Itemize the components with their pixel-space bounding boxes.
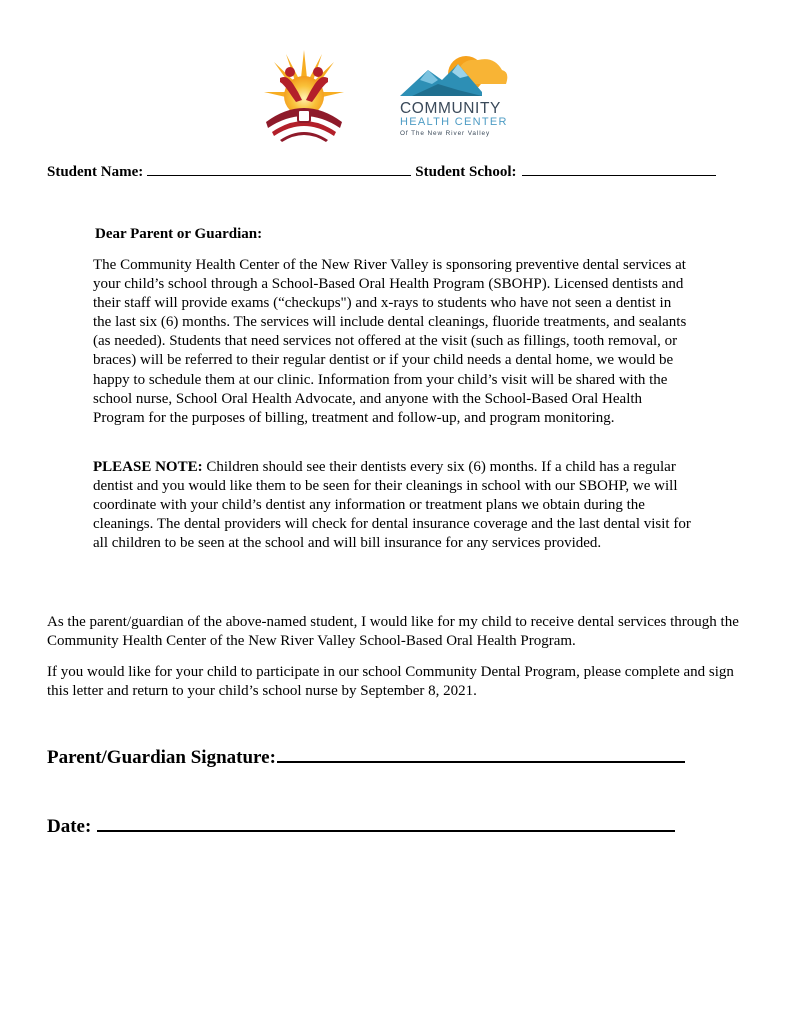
- sunburst-figures-icon: [262, 48, 346, 142]
- header-logos: [0, 44, 791, 144]
- community-health-center-logo: [398, 50, 512, 142]
- please-note-label: PLEASE NOTE:: [93, 459, 203, 475]
- student-name-field[interactable]: [147, 163, 411, 176]
- please-note-text: Children should see their dentists every six (6) months. If a child has a regular dentist and you would like them to be seen for their cleanings in school with our SBOHP, we will coordinate with your child’s dentist any information or treatment plans we obtain during the cleanings. The dental providers will check for dental insurance coverage and the last dental visit for all children to be seen at the school and will bill insurance for any services provided.: [93, 459, 691, 552]
- org-name-line2: HEALTH CENTER: [400, 116, 508, 128]
- signature-field[interactable]: [277, 746, 685, 763]
- signature-line: [47, 746, 685, 769]
- please-note-paragraph: [93, 458, 693, 553]
- letter-greeting: Dear Parent or Guardian:: [95, 226, 263, 242]
- student-school-field[interactable]: [522, 163, 716, 176]
- consent-statement-paragraph: As the parent/guardian of the above-named student, I would like for my child to receive dental services through the Community Health Center of the New River Valley School-Based Oral Health Program.: [47, 614, 739, 650]
- date-field[interactable]: [97, 815, 675, 832]
- org-name-line3: Of The New River Valley: [400, 130, 491, 137]
- student-name-label: Student Name:: [47, 164, 144, 180]
- program-description-paragraph: The Community Health Center of the New River Valley is sponsoring preventive dental services at your child’s school through a School-Based Oral Health Program (SBOHP). Licensed dentists and their staff will provide exams (“checkups") and x-rays to students who have not seen a dentist in the last six (6) months. The services will include dental cleanings, fluoride treatments, and sealants (as needed). Students that need services not offered at the visit (such as fillings, tooth removal, or braces) will be referred to their regular dentist or if your child needs a dental home, we would be happy to schedule them at our clinic. Information from your child’s visit will be shared with the school nurse, School Oral Health Advocate, and anyone with the School-Based Oral Health Program for the purposes of billing, treatment and follow-up, and program monitoring.: [93, 257, 687, 426]
- signature-label: Parent/Guardian Signature:: [47, 747, 276, 768]
- date-label: Date:: [47, 816, 92, 837]
- date-line: [47, 815, 675, 838]
- mountain-sun-cloud-icon: [398, 50, 512, 100]
- return-instructions-paragraph: If you would like for your child to participate in our school Community Dental Program, please complete and sign this letter and return to your child’s school nurse by September 8, 2021.: [47, 664, 734, 700]
- student-school-label: Student School:: [415, 164, 517, 180]
- org-name-line1: COMMUNITY: [400, 100, 501, 117]
- student-info-line: [47, 163, 747, 181]
